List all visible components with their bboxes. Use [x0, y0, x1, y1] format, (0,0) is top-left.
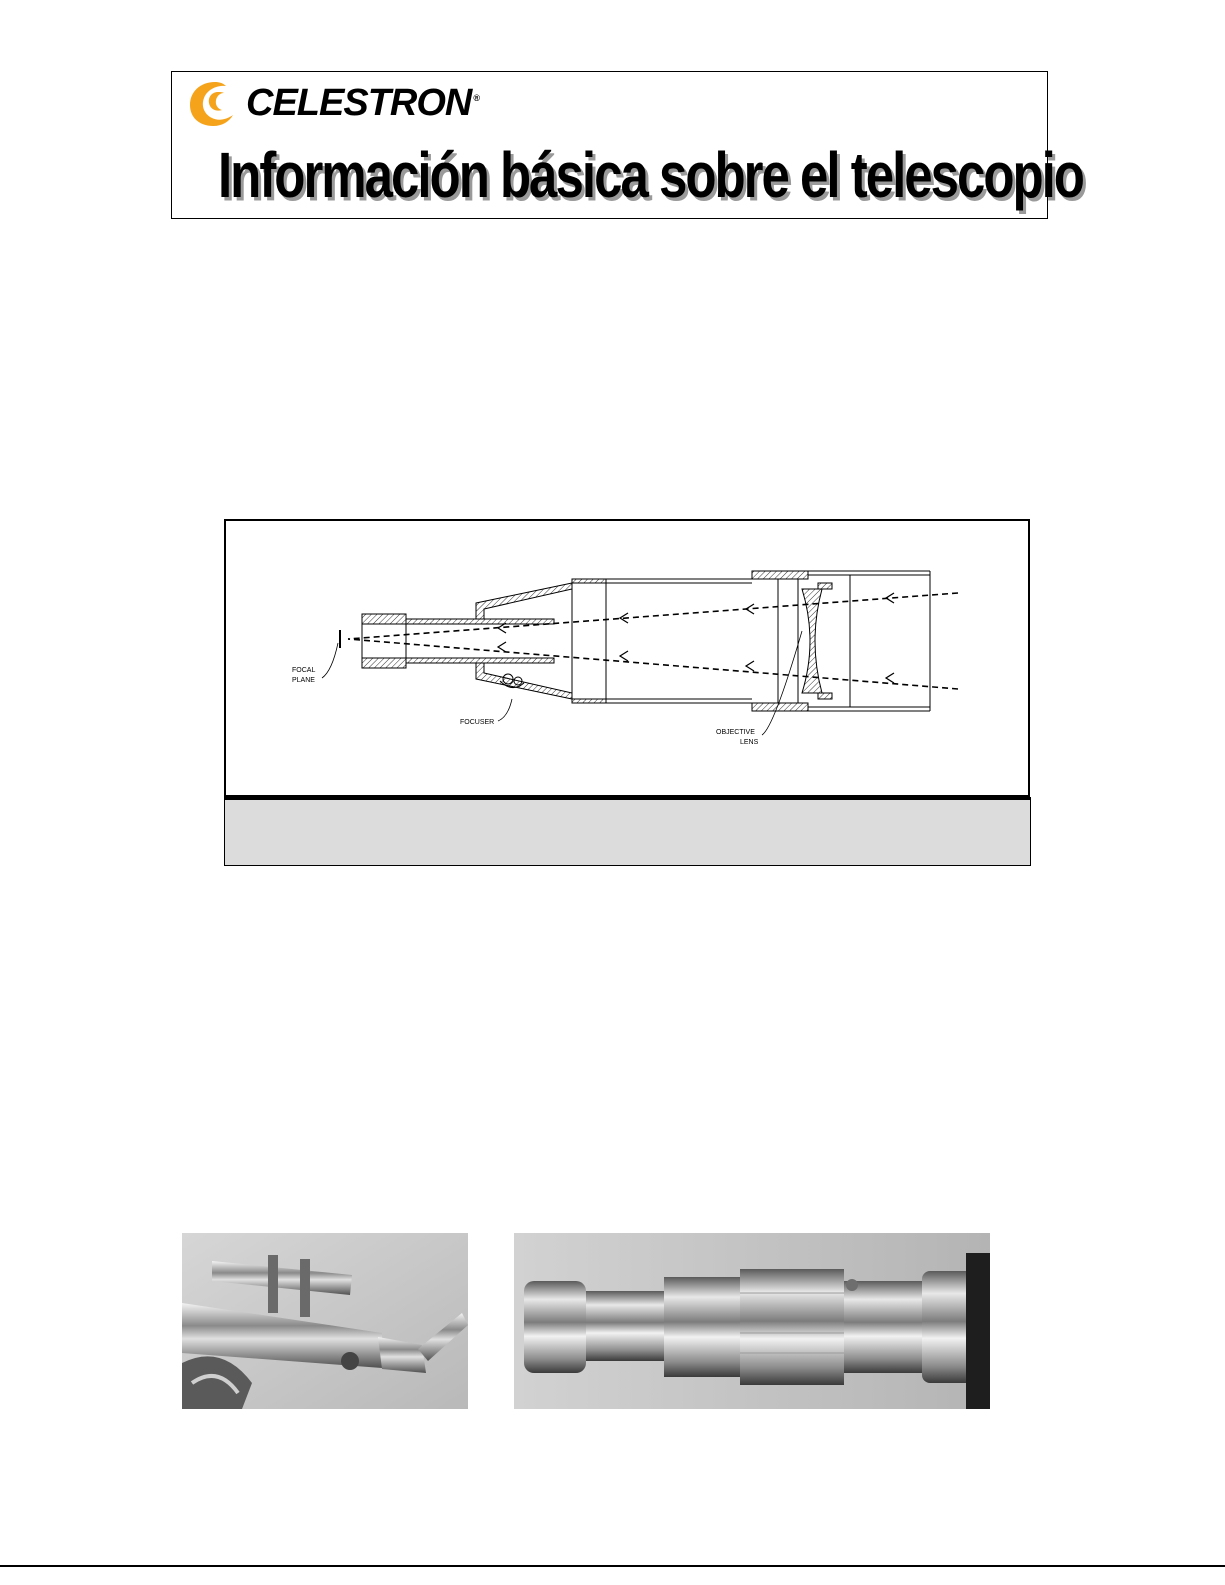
focal-plane-label-line2: PLANE — [292, 677, 315, 684]
light-rays — [348, 593, 958, 689]
registered-mark: ® — [473, 93, 479, 104]
refractor-diagram — [224, 519, 1030, 797]
page-bottom-rule — [0, 1565, 1225, 1567]
celestron-logo — [188, 78, 518, 130]
focuser-label: FOCUSER — [460, 719, 495, 726]
objective-lens-label-line2: LENS — [740, 739, 759, 746]
header-box — [171, 71, 1083, 219]
telescope-finder-photo — [182, 1233, 468, 1409]
telescope-focuser-photo — [514, 1233, 990, 1409]
refractor-diagram-drawing — [262, 531, 976, 783]
objective-lens-label-line1: OBJECTIVE — [716, 729, 755, 736]
figure-caption-box — [224, 797, 1031, 866]
brand-name: CELESTRON ® — [246, 82, 479, 124]
draw-tube — [406, 619, 554, 663]
page-title: Información básica sobre el telescopio — [218, 139, 1083, 211]
objective-cell — [752, 571, 930, 711]
leader-lines — [322, 631, 802, 735]
main-tube — [572, 579, 752, 703]
celestron-swirl-icon — [188, 78, 242, 130]
ray-arrows — [498, 593, 894, 683]
focal-plane-label-line1: FOCAL — [292, 667, 316, 674]
focuser-housing — [476, 583, 572, 699]
